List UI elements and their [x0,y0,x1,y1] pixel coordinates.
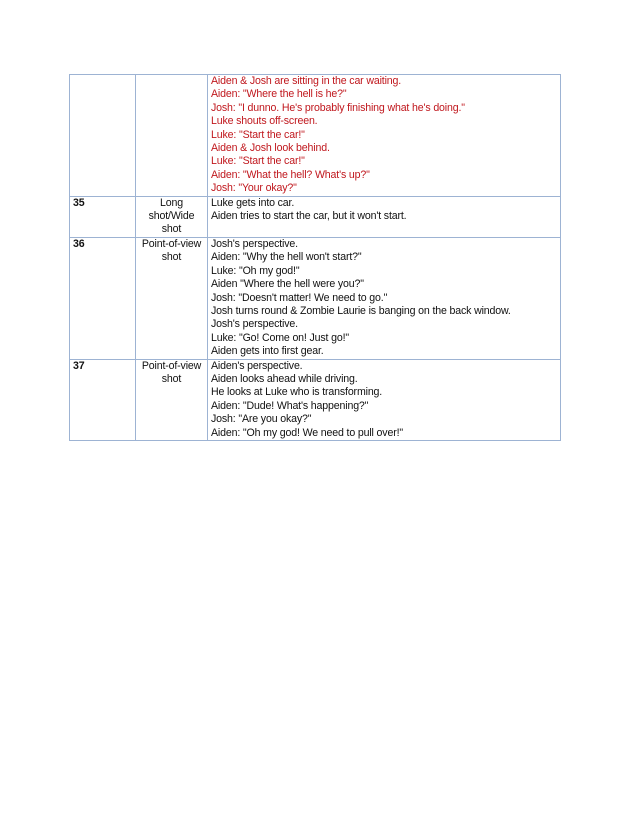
description-line: Aiden tries to start the car, but it won't start. [211,210,407,223]
table-row [70,237,561,359]
description-line: Aiden: "Where the hell is he?" [211,88,347,101]
description-line: He looks at Luke who is transforming. [211,386,383,399]
description-line: Josh: "Are you okay?" [211,413,312,426]
description-line: Aiden looks ahead while driving. [211,372,358,385]
table-row [70,359,561,440]
description-line: Aiden: "Why the hell won't start?" [211,251,362,264]
shot-description-cell [208,75,561,197]
shot-type-cell: Long shot/Wide shot [136,196,208,237]
description-line: Aiden: "Oh my god! We need to pull over!" [211,426,403,439]
shot-description-cell [208,196,561,237]
description-line: Aiden gets into first gear. [211,345,324,358]
description-line: Aiden: "What the hell? What's up?" [211,168,370,181]
description-line: Josh's perspective. [211,237,298,250]
table-row [70,196,561,237]
description-line: Aiden: "Dude! What's happening?" [211,399,369,412]
shot-list-table [69,74,561,441]
shot-number-cell: 36 [70,237,136,359]
description-line: Luke shouts off-screen. [211,115,318,128]
description-line: Josh's perspective. [211,318,298,331]
description-line: Aiden's perspective. [211,359,303,372]
shot-number-cell: 35 [70,196,136,237]
shot-description-cell [208,237,561,359]
description-line: Josh: "Doesn't matter! We need to go." [211,291,388,304]
shot-type-cell: Point-of-view shot [136,237,208,359]
description-line: Luke: "Start the car!" [211,128,305,141]
description-line: Luke gets into car. [211,196,295,209]
description-line: Josh turns round & Zombie Laurie is banging on the back window. [211,304,511,317]
description-line: Aiden "Where the hell were you?" [211,278,364,291]
table-row [70,75,561,197]
shot-type-cell: Point-of-view shot [136,359,208,440]
shot-list-body [70,75,561,441]
shot-number-cell: 37 [70,359,136,440]
description-line: Josh: "Your okay?" [211,182,297,195]
description-line: Luke: "Go! Come on! Just go!" [211,331,350,344]
description-line: Luke: "Oh my god!" [211,264,300,277]
description-line: Aiden & Josh are sitting in the car waiting. [211,75,402,87]
shot-type-cell [136,75,208,197]
description-line: Josh: "I dunno. He's probably finishing what he's doing." [211,101,465,114]
shot-number-cell [70,75,136,197]
shot-description-cell [208,359,561,440]
description-line: Luke: "Start the car!" [211,155,305,168]
description-line: Aiden & Josh look behind. [211,142,330,155]
